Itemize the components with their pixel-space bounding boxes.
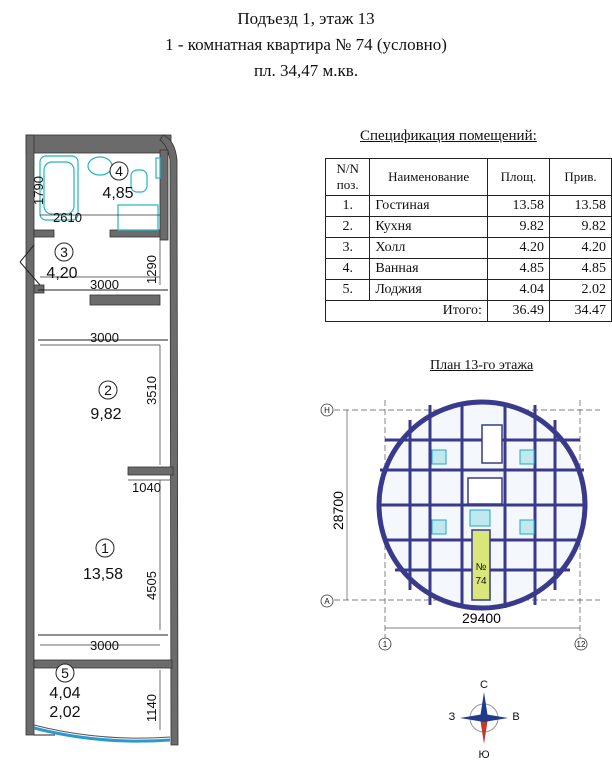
dim-3000a: 3000 xyxy=(90,277,119,292)
room-5-reduced: 2,02 xyxy=(49,704,81,721)
dim-2610: 2610 xyxy=(53,210,82,225)
row-area: 4.85 xyxy=(487,259,549,280)
compass-east: В xyxy=(512,711,520,723)
dim-3000c: 3000 xyxy=(90,638,119,653)
axis-label-right: 12 xyxy=(576,640,586,649)
row-name: Ванная xyxy=(370,259,488,280)
table-row xyxy=(326,280,612,301)
compass-icon xyxy=(445,678,525,763)
dim-4505: 4505 xyxy=(144,571,159,600)
row-num: 1. xyxy=(326,196,370,217)
compass-south: Ю xyxy=(478,749,490,761)
room-3-area: 4,20 xyxy=(46,265,78,282)
col-reduced-header: Прив. xyxy=(550,159,612,196)
wall-kitchen-stub xyxy=(128,467,173,475)
spec-header-row xyxy=(326,159,612,196)
row-name: Лоджия xyxy=(370,280,488,301)
room-1-id: 1 xyxy=(101,540,109,556)
row-reduced: 4.20 xyxy=(550,238,612,259)
row-area: 4.04 xyxy=(487,280,549,301)
col-num-header: N/N поз. xyxy=(326,159,370,196)
wall-left xyxy=(26,135,34,735)
row-area: 9.82 xyxy=(487,217,549,238)
header-entrance-floor: Подъезд 1, этаж 13 xyxy=(237,9,375,28)
compass-west: З xyxy=(448,711,456,723)
room-1-area: 13,58 xyxy=(82,566,124,583)
total-row xyxy=(326,301,612,322)
row-area: 4.20 xyxy=(487,238,549,259)
header-area: пл. 34,47 м.кв. xyxy=(253,61,359,80)
table-row xyxy=(326,259,612,280)
table-row xyxy=(326,217,612,238)
room-5-id: 5 xyxy=(61,665,69,681)
room-4-area: 4,85 xyxy=(102,185,134,202)
wall-right-inner xyxy=(160,150,168,240)
room-5-area: 4,04 xyxy=(49,685,81,702)
axis-label-left: 1 xyxy=(382,640,388,649)
row-reduced: 4.85 xyxy=(550,259,612,280)
wall-hall-bottom xyxy=(34,285,44,293)
wall-bath-bottom-r xyxy=(110,230,162,237)
wall-bath-bottom xyxy=(34,230,54,237)
row-reduced: 9.82 xyxy=(550,217,612,238)
page-header xyxy=(0,6,612,84)
dim-3510: 3510 xyxy=(144,376,159,405)
apartment-74-number: 74 xyxy=(475,576,487,587)
col-area-header: Площ. xyxy=(487,159,549,196)
row-name: Гостиная xyxy=(370,196,488,217)
row-num: 3. xyxy=(326,238,370,259)
spec-title: Спецификация помещений: xyxy=(360,128,537,144)
total-reduced: 34.47 xyxy=(550,301,612,322)
row-num: 4. xyxy=(326,259,370,280)
row-num: 2. xyxy=(326,217,370,238)
apartment-74-sign: № xyxy=(475,562,487,573)
row-area: 13.58 xyxy=(487,196,549,217)
row-reduced: 13.58 xyxy=(550,196,612,217)
wall-top xyxy=(26,135,171,153)
header-apartment: 1 - комнатная квартира № 74 (условно) xyxy=(165,35,447,54)
wall-kitchen-top xyxy=(90,295,160,305)
washer-icon xyxy=(118,205,158,230)
axis-label-bottom: А xyxy=(324,597,330,606)
col-name-header: Наименование xyxy=(370,159,488,196)
apartment-plan xyxy=(0,128,230,768)
dim-3000b: 3000 xyxy=(90,330,119,345)
dim-1040: 1040 xyxy=(132,480,161,495)
sink-icon xyxy=(88,157,112,175)
dim-1140: 1140 xyxy=(144,694,159,722)
wall-loggia xyxy=(34,660,172,668)
total-label: Итого: xyxy=(370,301,488,322)
table-row xyxy=(326,196,612,217)
room-2-area: 9,82 xyxy=(90,406,122,423)
axis-label-top: Н xyxy=(324,406,330,415)
dim-1790: 1790 xyxy=(31,176,46,205)
table-row xyxy=(326,238,612,259)
row-name: Кухня xyxy=(370,217,488,238)
room-2-id: 2 xyxy=(104,382,112,398)
row-num: 5. xyxy=(326,280,370,301)
dim-1290: 1290 xyxy=(144,255,159,284)
room-4-id: 4 xyxy=(115,163,123,179)
compass-north: С xyxy=(480,679,488,691)
spec-table xyxy=(325,158,612,322)
row-reduced: 2.02 xyxy=(550,280,612,301)
row-name: Холл xyxy=(370,238,488,259)
floor-height-dim: 28700 xyxy=(330,491,346,530)
floor-plan xyxy=(318,390,608,690)
room-3-id: 3 xyxy=(60,244,68,260)
floor-width-dim: 29400 xyxy=(462,610,501,626)
floor-plan-title: План 13-го этажа xyxy=(430,358,534,373)
total-area: 36.49 xyxy=(487,301,549,322)
